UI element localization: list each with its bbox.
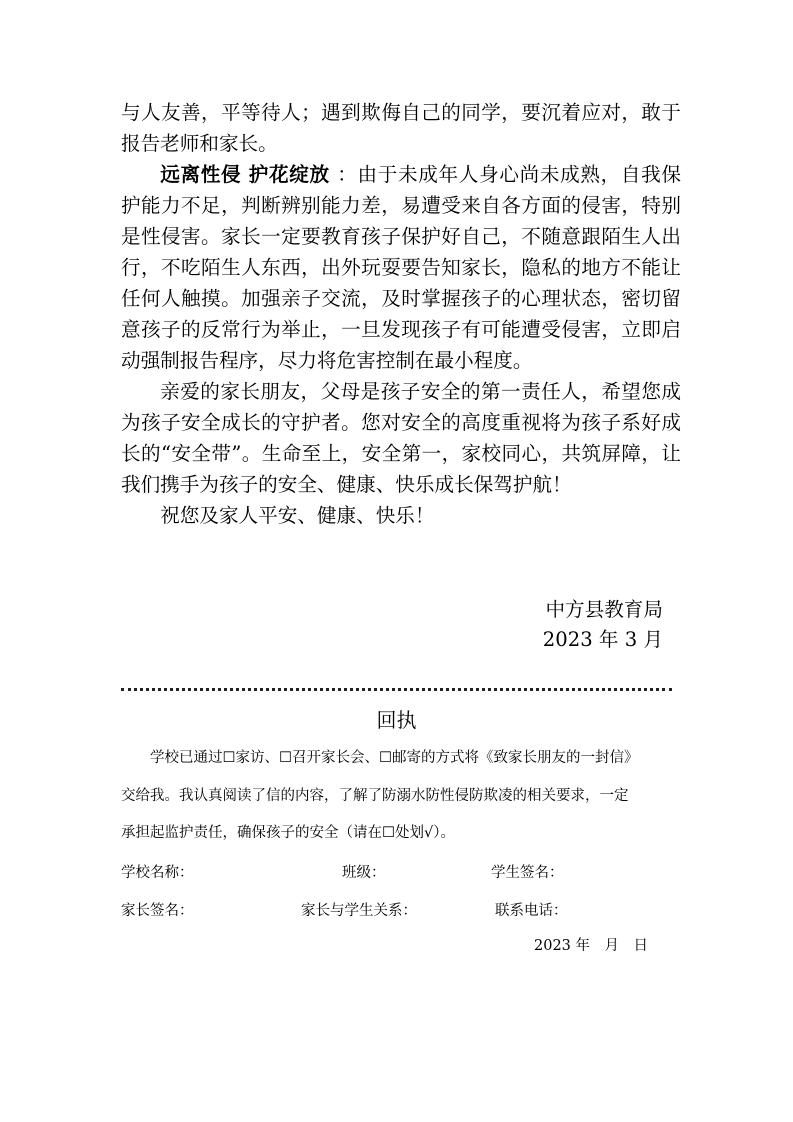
receipt-statement bbox=[121, 740, 693, 853]
sender-name: 中方县教育局 bbox=[545, 598, 663, 621]
paragraph-closing: 亲爱的家长朋友，父母是孩子安全的第一责任人，希望您成为孩子安全成长的守护者。您对安全的高度重视将为孩子系好成长的“安全带”。生命至上，安全第一，家校同心，共筑屏障，让我们携手为孩子的安全、健康、快乐成长保驾护航！ bbox=[121, 380, 681, 496]
paragraph-heading: 远离性侵 护花绽放 bbox=[160, 163, 338, 186]
receipt-line: 学校已通过☐家访、☐召开家长会、☐邮寄的方式将《致家长朋友的一封信》 bbox=[150, 750, 639, 766]
school-name-label: 学校名称： bbox=[121, 865, 194, 881]
class-label: 班级： bbox=[342, 865, 386, 881]
paragraph-wishes: 祝您及家人平安、健康、快乐！ bbox=[160, 504, 435, 527]
receipt-title: 回执 bbox=[376, 708, 417, 732]
cut-line-divider bbox=[121, 688, 672, 691]
letter-date: 2023 年 3 月 bbox=[542, 628, 663, 651]
paragraph-bullying-cont: 与人友善，平等待人；遇到欺侮自己的同学，要沉着应对，敢于报告老师和家长。 bbox=[121, 101, 681, 155]
student-sign-label: 学生签名： bbox=[491, 865, 564, 881]
paragraph-sexual-abuse bbox=[121, 159, 681, 376]
receipt-line: 交给我。我认真阅读了信的内容，了解了防溺水防性侵防欺凌的相关要求，一定 bbox=[121, 787, 629, 804]
receipt-line: 承担起监护责任，确保孩子的安全（请在☐处划√）。 bbox=[121, 825, 455, 841]
parent-sign-label: 家长签名： bbox=[121, 903, 194, 919]
relation-label: 家长与学生关系： bbox=[301, 903, 417, 919]
paragraph-text: ：由于未成年人身心尚未成熟，自我保护能力不足，判断辨别能力差，易遭受来自各方面的侵害，特别是性侵害。家长一定要教育孩子保护好自己，不随意跟陌生人出行，不吃陌生人东西，出外玩耍要告知家长，隐私的地方不能让任何人触摸。加强亲子交流，及时掌握孩子的心理状态，密切留意孩子的反常行为举止，一旦发现孩子有可能遭受侵害，立即启动强制报告程序，尽力将危害控制在最小程度。 bbox=[121, 163, 681, 372]
phone-label: 联系电话： bbox=[495, 903, 568, 919]
receipt-date: 2023 年 月 日 bbox=[534, 938, 649, 954]
letter-body bbox=[121, 97, 681, 531]
